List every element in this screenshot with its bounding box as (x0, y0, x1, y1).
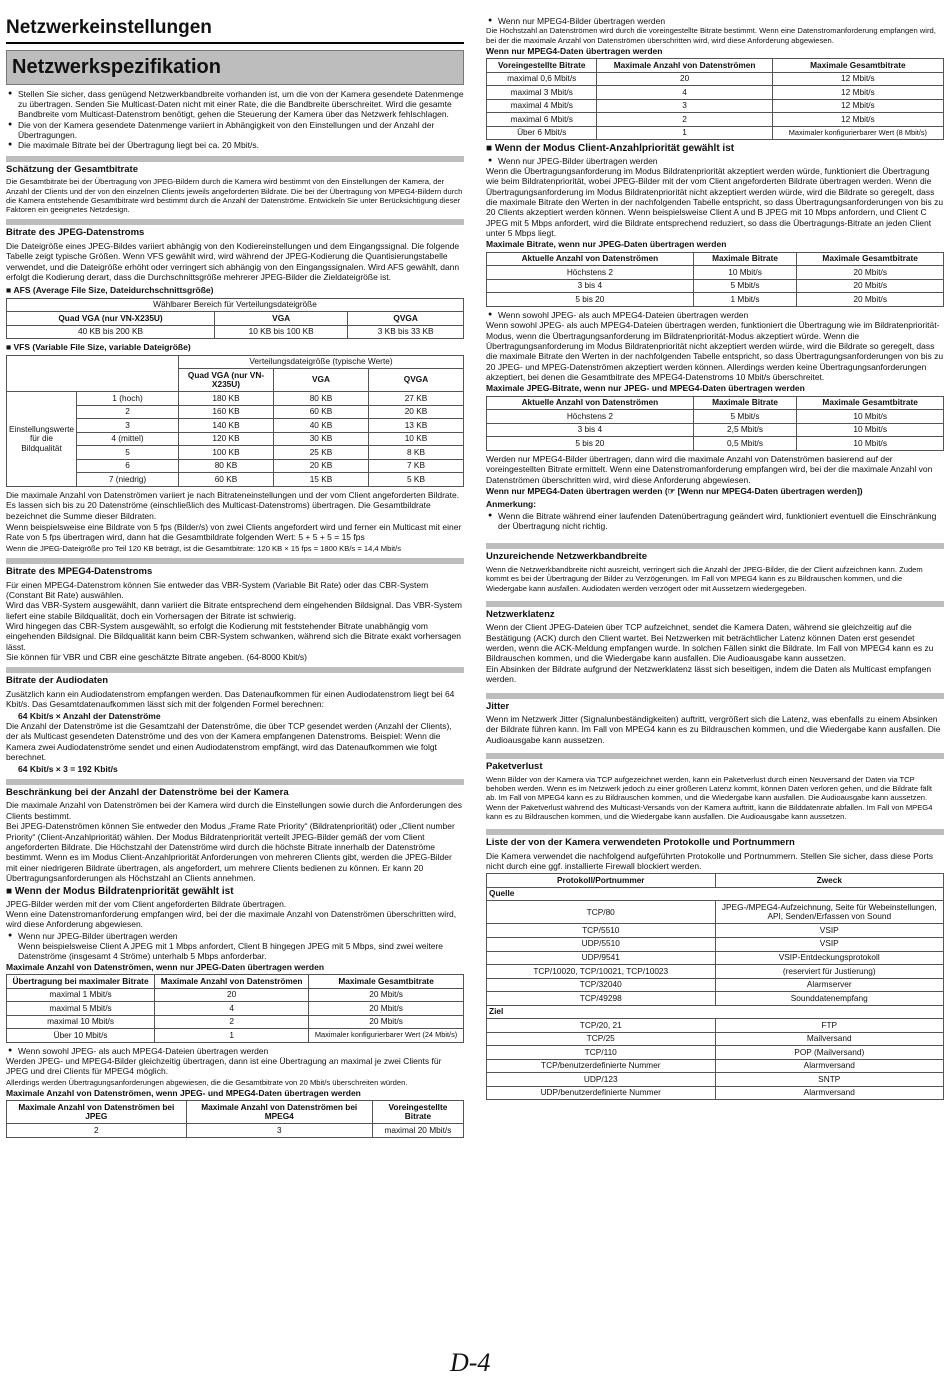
table-cell: 12 Mbit/s (772, 86, 943, 100)
vfs-heading: ■ VFS (Variable File Size, variable Dateigröße) (6, 342, 464, 352)
heading-framerate-priority: ■ Wenn der Modus Bildratenpriorität gewählt ist (6, 886, 464, 898)
table-cell: 10 Mbit/s (797, 423, 944, 437)
table-cell: Mailversand (715, 1032, 944, 1046)
framerate-text: JPEG-Bilder werden mit der vom Client angeforderten Bildrate übertragen. Wenn eine Datenstromanforderung empfangen wird, bei der die maximale Anzahl von Datenströmen überschritten wird, wird diese Anforderung abgewiesen. (6, 898, 457, 930)
intro-bullet: ● Stellen Sie sicher, dass genügend Netzwerkbandbreite vorhanden ist, um die von der Kamera gesendete Datenmenge zu übertragen. Senden Sie Multicast-Daten nicht mit einer Rate, die die Bandbreite überschreitet. Wird die gesamte Bandbreite vom Multicast-Datenstrom benötigt, gehen die Steuerung der Kamera über das Netzwerk fehlschlagen. (6, 89, 464, 120)
table-cell: maximal 6 Mbit/s (487, 113, 597, 127)
table-row (487, 992, 944, 1006)
table-cell: TCP/110 (487, 1046, 716, 1060)
framerate-bullet: ● Wenn nur JPEG-Bilder übertragen werden (6, 931, 464, 941)
table-row (7, 1002, 464, 1016)
heading-latency: Netzwerklatenz (486, 601, 944, 621)
table-cell: UDP/9541 (487, 951, 716, 965)
table-row (487, 901, 944, 924)
intro-bullet: ● Die von der Kamera gesendete Datenmenge variiert in Abhängigkeit von den Einstellungen und der Anzahl der Übertragungen. (6, 120, 464, 141)
afs-header: QVGA (348, 312, 464, 326)
table-row (487, 113, 944, 127)
table-cell: Höchstens 2 (487, 410, 694, 424)
table-cell: 20 Mbit/s (309, 1002, 464, 1016)
table-cell: JPEG-/MPEG4-Aufzeichnung, Seite für Webeinstellungen, API, Senden/Erfassen von Sound (715, 901, 944, 924)
table-cell: 27 KB (369, 392, 464, 406)
table-cell: 160 KB (179, 405, 274, 419)
table-cell: TCP/32040 (487, 978, 716, 992)
table-cell: maximal 3 Mbit/s (487, 86, 597, 100)
note-text: ● Wenn die Bitrate während einer laufenden Datenübertragung geändert wird, funktioniert eventuell die Einschränkung der Übertragung nicht richtig. (486, 511, 944, 532)
heading-ports: Liste der von der Kamera verwendeten Protokolle und Portnummern (486, 829, 944, 849)
vfs-caption: Verteilungsdateigröße (typische Werte) (179, 355, 464, 369)
table-cell: 30 KB (274, 432, 369, 446)
afs-caption: Wählbarer Bereich für Verteilungsdateigröße (7, 298, 464, 312)
audio-text-2: Die Anzahl der Datenströme ist die Gesamtzahl der Datenströme, die über TCP gesendet werden (Anzahl der Clients), der als Multicast gesendeten Datenströme und des von der Kamera empfangenen Datenstroms. Beispiel: Wenn die Kamera zwei Audiodatenströme sendet und einen Audiodatenstrom empfängt, wird das Datenaufkommen wie folgt berechnet. (6, 721, 452, 763)
table-row (487, 279, 944, 293)
table-cell: 5 Mbit/s (693, 410, 797, 424)
table-header: Protokoll/Portnummer (487, 874, 716, 888)
afs-value: 3 KB bis 33 KB (348, 325, 464, 339)
intro-bullet: ● Die maximale Bitrate bei der Übertragung liegt bei ca. 20 Mbit/s. (6, 140, 464, 150)
table-header: Maximale Bitrate (693, 396, 797, 410)
table-cell: 2,5 Mbit/s (693, 423, 797, 437)
table-row (7, 988, 464, 1002)
client-table1 (486, 252, 944, 307)
gesamt-text: Die Gesamtbitrate bei der Übertragung von JPEG-Bildern durch die Kamera wird bestimmt von den Einstellungen der Kamera, der Anzahl der Clients und der von den einzelnen Clients jeweils angeforderten Bildrate. Die bei der Übertragung von MPEG4-Bildern durch die Kamera entstehende Gesamtbitrate wird bestimmt durch die Anzahl der Datenströme. Entwickeln Sie unter Berücksichtigung dieser Faktoren ein geeignetes Netzdesign. (6, 177, 463, 215)
table-cell: 12 Mbit/s (772, 72, 943, 86)
heading-audio: Bitrate der Audiodaten (6, 667, 464, 687)
heading-mpeg4: Bitrate des MPEG4-Datenstroms (6, 558, 464, 578)
table-cell: 12 Mbit/s (772, 99, 943, 113)
table-cell: 5 (77, 446, 179, 460)
table-cell: 3 (77, 419, 179, 433)
table-cell: (reserviert für Justierung) (715, 965, 944, 979)
table-cell: SNTP (715, 1073, 944, 1087)
mpeg4-text: Für einen MPEG4-Datenstrom können Sie entweder das VBR-System (Variable Bit Rate) oder das CBR-System (Constant Bit Rate) auswählen. Wird das VBR-System ausgewählt, dann variiert die Bitrate entsprechend dem eingehenden Bildsignal. Das VBR-System liefert eine stabile Bildqualität, doch ein Vorhersagen der Bitrate ist schwierig. Wird hingegen das CBR-System ausgewählt, so erfolgt die Kodierung mit feststehender Bitrate unabhängig vom eingehenden Bildsignal. Die Bildqualität kann beim CBR-System schwanken, während sich die Bitrate exakt vorhersagen lässt. Sie können für VBR und CBR eine geschätzte Bitrate angeben. (64-8000 Kbit/s) (6, 579, 462, 663)
table-row (487, 924, 944, 938)
table-row (7, 1015, 464, 1029)
ports-dest-label: Ziel (487, 1005, 944, 1019)
table-cell: 20 Mbit/s (309, 1015, 464, 1029)
table-row (487, 1046, 944, 1060)
table-header: Aktuelle Anzahl von Datenströmen (487, 396, 694, 410)
table-cell: maximal 4 Mbit/s (487, 99, 597, 113)
framerate-table2 (6, 1100, 464, 1138)
framerate-table2-caption: Maximale Anzahl von Datenströmen, wenn JPEG- und MPEG4-Daten übertragen werden (6, 1088, 361, 1099)
table-row (487, 1059, 944, 1073)
table-row (487, 86, 944, 100)
table-header: Übertragung bei maximaler Bitrate (7, 975, 155, 989)
table-header: Voreingestellte Bitrate (487, 59, 597, 73)
table-row (487, 1019, 944, 1033)
table-cell: TCP/49298 (487, 992, 716, 1006)
table-cell: 0,5 Mbit/s (693, 437, 797, 451)
table-cell: UDP/5510 (487, 937, 716, 951)
table-cell: 80 KB (179, 459, 274, 473)
table-cell: 80 KB (274, 392, 369, 406)
table-cell: Über 10 Mbit/s (7, 1029, 155, 1043)
afs-value: 10 KB bis 100 KB (215, 325, 348, 339)
table-cell: 15 KB (274, 473, 369, 487)
table-cell: VSIP (715, 924, 944, 938)
vfs-table (6, 355, 464, 487)
limit-text: Die maximale Anzahl von Datenströmen bei der Kamera wird durch die Einstellungen sowie durch die Anforderungen des Clients bestimmt. Bei JPEG-Datenströmen können Sie entweder den Modus „Frame Rate Priority“ (Bildratenpriorität) oder „Client number Priority“ (Client-Anzahlpriorität) wählen. Der Modus Bildratenpriorität verteilt JPEG-Bilder gemäß der vom Client angeforderten Bildrate. Die Höchstzahl der Datenströme wird durch die höchste Bitrate innerhalb der Datenströme bestimmt. Wenn es im Modus Client-Anzahlpriorität Anforderungen von mehreren Clients gibt, werden die JPEG-Bilder mit einer niedrigeren Bildrate übertragen, als angefordert, um mehrere Clients bedienen zu können. Er kann 20 Übertragungsanforderungen als Höchstzahl an Clients annehmen. (6, 800, 462, 883)
table-cell: 140 KB (179, 419, 274, 433)
ports-text: Die Kamera verwendet die nachfolgend aufgeführten Protokolle und Portnummern. Stellen Sie sicher, dass diese Ports nicht durch eine ggf. installierte Firewall blockiert werden. (486, 850, 933, 871)
mpeg4-only-table (486, 58, 944, 140)
page-title: Netzwerkeinstellungen (6, 16, 464, 44)
table-cell: 6 (77, 459, 179, 473)
table-row (487, 437, 944, 451)
table-cell: VSIP (715, 937, 944, 951)
heading-bandwidth: Unzureichende Netzwerkbandbreite (486, 543, 944, 563)
heading-jitter: Jitter (486, 693, 944, 713)
left-column (6, 6, 464, 1141)
latency-text: Wenn der Client JPEG-Dateien über TCP aufzeichnet, sendet die Kamera Daten, während sie gleichzeitig auf die Bestätigung (ACK) durch den Client wartet. Bei Netzwerken mit beträchtlicher Latenz können Daten erst gesendet werden, wenn die ACK-Meldung empfangen wurde. In solchen Fällen sinkt die Bildrate. Im Fall von MPEG4 kann es zu Bildrauschen kommen, und die Wiedergabe kann ausfallen. Die Audioausgabe kann aussetzen. Ein Absinken der Bildrate aufgrund der Netzwerklatenz lässt sich beseitigen, indem die Daten als Multicast empfangen werden. (486, 622, 934, 685)
table-cell: Alarmversand (715, 1086, 944, 1100)
table-cell: 2 (7, 1124, 187, 1138)
table-cell: 5 KB (369, 473, 464, 487)
reference-icon: ☞ (667, 486, 676, 497)
heading-client-priority: ■ Wenn der Modus Client-Anzahlpriorität gewählt ist (486, 143, 944, 155)
client-reference-link[interactable]: [Wenn nur MPEG4-Daten übertragen werden]) (677, 486, 863, 497)
table-cell: 2 (597, 113, 772, 127)
vfs-row-label: Einstellungswerte für die Bildqualität (7, 392, 77, 487)
table-cell: 20 Mbit/s (797, 266, 944, 280)
table-cell: TCP/80 (487, 901, 716, 924)
table-row (487, 99, 944, 113)
table-row (487, 1032, 944, 1046)
table-cell: 7 KB (369, 459, 464, 473)
table-cell: 180 KB (179, 392, 274, 406)
table-cell: Sounddatenempfang (715, 992, 944, 1006)
jpeg-after-text: Die maximale Anzahl von Datenströmen variiert je nach Bitrateneinstellungen und der vom Client angeforderten Bildrate. Es lassen sich bis zu 20 Datenströme (einschließlich des Multicast-Datenstroms) übertragen. Die Gesamtbildrate bezeichnet die Summe dieser Bildraten. (6, 489, 460, 521)
table-cell: TCP/20, 21 (487, 1019, 716, 1033)
table-cell: 8 KB (369, 446, 464, 460)
client-bullet-text: Wenn sowohl JPEG- als auch MPEG4-Dateien übertragen werden, funktioniert die Übertragung wie im Bildratenpriorität-Modus, wenn die Übertragungsanforderung im Bildratenpriorität-Modus akzeptiert würde. Wenn die Übertragungsanforderung im Modus Bildratenpriorität nicht akzeptiert werden würde, wird die Bildrate so geregelt, dass die maximale Bitrate den Werten in der nachfolgenden Tabelle entspricht, so dass Übertragungsanforderungen von bis zu 20 JPEG- und MPEG-Datenströmen akzeptiert werden können. Allerdings werden keine Übertragungsanforderungen akzeptiert, bei denen die Gesamtbitrate des MPEG4-Datenstroms 10 Mbit/s überschreitet. (486, 320, 944, 383)
table-header: Maximale Anzahl von Datenströmen (155, 975, 309, 989)
table-cell: 12 Mbit/s (772, 113, 943, 127)
table-cell: 5 bis 20 (487, 293, 694, 307)
table-row (487, 410, 944, 424)
section-title: Netzwerkspezifikation (6, 50, 464, 84)
client-reference (486, 486, 944, 496)
table-header: Maximale Gesamtbitrate (772, 59, 943, 73)
table-cell: 20 (597, 72, 772, 86)
table-cell: Höchstens 2 (487, 266, 694, 280)
table-cell: 1 Mbit/s (693, 293, 797, 307)
table-cell: 20 Mbit/s (797, 293, 944, 307)
table-cell: 40 KB (274, 419, 369, 433)
framerate-table1 (6, 974, 464, 1043)
right-column (486, 6, 944, 1103)
table-cell: Maximaler konfigurierbarer Wert (24 Mbit/s) (309, 1029, 464, 1043)
audio-formula: 64 Kbit/s × Anzahl der Datenströme (18, 710, 161, 721)
afs-header: VGA (215, 312, 348, 326)
table-cell: TCP/benutzerdefinierte Nummer (487, 1059, 716, 1073)
vfs-header: VGA (274, 369, 369, 392)
table-cell: 60 KB (179, 473, 274, 487)
table-cell: 10 Mbit/s (797, 437, 944, 451)
table-header: Voreingestellte Bitrate (372, 1101, 463, 1124)
bandwidth-text: Wenn die Netzwerkbandbreite nicht ausreicht, verringert sich die Anzahl der JPEG-Bilder, die der Client aufzeichnen kann. Zudem kommt es bei der Übertragung der Bilder zu Verzögerungen. Im Fall von MPEG4 kann es zu Bildrauschen kommen, und die Wiedergabe kann ausfallen. Audiodaten werden verzögert oder mit Aussetzern wiedergegeben. (486, 565, 923, 593)
table-cell: 1 (hoch) (77, 392, 179, 406)
table-cell: 13 KB (369, 419, 464, 433)
client-after-text: Werden nur MPEG4-Bilder übertragen, dann wird die maximale Anzahl von Datenströmen basierend auf der voreingestellten Bitrate ermittelt. Wenn eine Datenstromanforderung empfangen wird, bei der die maximale Anzahl von Datenströmen überschritten wird, wird diese Anforderung abgewiesen. (486, 453, 933, 485)
client-table2 (486, 396, 944, 451)
afs-table (6, 298, 464, 340)
heading-packet-loss: Paketverlust (486, 753, 944, 773)
table-cell: 4 (155, 1002, 309, 1016)
table-cell: 20 KB (274, 459, 369, 473)
vfs-header: Quad VGA (nur VN-X235U) (179, 369, 274, 392)
table-cell: Maximaler konfigurierbarer Wert (8 Mbit/s) (772, 126, 943, 140)
jpeg-example: Wenn beispielsweise eine Bildrate von 5 fps (Bilder/s) von zwei Clients angefordert wird und ferner ein Multicast mit einer Rate von 5 fps übertragen wird, dann hat die Gesamtbildrate folgenden Wert: 5 + 5 + 5 = 15 fps (6, 522, 462, 543)
heading-jpeg: Bitrate des JPEG-Datenstroms (6, 219, 464, 239)
jitter-text: Wenn im Netzwerk Jitter (Signalunbeständigkeiten) auftritt, vergrößert sich die Latenz, was ebenfalls zu einem Absinken der Bildrate führen kann. Im Fall von MPEG4 kann es zu Bildrauschen kommen, und die Wiedergabe kann ausfallen. Die Audioausgabe kann aussetzen. (486, 714, 941, 745)
table-cell: 2 (77, 405, 179, 419)
table-cell: 4 (597, 86, 772, 100)
table-cell: TCP/10020, TCP/10021, TCP/10023 (487, 965, 716, 979)
table-cell: 20 Mbit/s (309, 988, 464, 1002)
table-cell: maximal 0,6 Mbit/s (487, 72, 597, 86)
afs-value: 40 KB bis 200 KB (7, 325, 215, 339)
table-header: Maximale Anzahl von Datenströmen bei MPEG4 (186, 1101, 372, 1124)
table-row (487, 423, 944, 437)
table-row (487, 293, 944, 307)
framerate-bullet-text: Werden JPEG- und MPEG4-Bilder gleichzeitig übertragen, dann ist eine Übertragung an maximal je zwei Clients für JPEG und drei Clients für MPEG4 möglich. (6, 1056, 442, 1077)
table-header: Maximale Anzahl von Datenströmen bei JPEG (7, 1101, 187, 1124)
table-cell: 3 bis 4 (487, 423, 694, 437)
client-reference-text: Wenn nur MPEG4-Daten übertragen werden ( (486, 486, 668, 497)
framerate-table1-caption: Maximale Anzahl von Datenströmen, wenn nur JPEG-Daten übertragen werden (6, 961, 325, 972)
table-cell: 20 Mbit/s (797, 279, 944, 293)
table-row (487, 937, 944, 951)
table-cell: 2 (155, 1015, 309, 1029)
table-row (487, 965, 944, 979)
table-cell: VSIP-Entdeckungsprotokoll (715, 951, 944, 965)
table-cell: Alarmversand (715, 1059, 944, 1073)
packet-text: Wenn Bilder von der Kamera via TCP aufgezeichnet werden, kann ein Paketverlust durch einen Neuversand der Daten via TCP behoben werden. Wenn es im Netzwerk jedoch zu einer größeren Latenz kommt, können Daten verloren gehen, und die Bildrate fällt ab. Im Fall von MPEG4 kann es zu Bildrauschen kommen, und die Wiedergabe kann ausfallen. Die Audioausgabe kann aussetzen. Wenn der Paketverlust während des Multicast-Versands von der Kamera auftritt, kann die Bilddatenrate abfallen. Im Fall von MPEG4 kann es zu Bildrauschen kommen, und die Wiedergabe kann ausfallen. Die Audioausgabe kann aussetzen. (486, 774, 933, 821)
table-cell: 25 KB (274, 446, 369, 460)
framerate-bullet-text: Wenn beispielsweise Client A JPEG mit 1 Mbps anfordert, Client B hingegen JPEG mit 5 Mbps, sind zwei weitere Datenströme (insgesamt 4 Ströme) unterhalb 5 Mbps anforderbar. (18, 940, 444, 962)
ports-table (486, 873, 944, 1100)
client-bullet: ● Wenn sowohl JPEG- als auch MPEG4-Dateien übertragen werden (486, 310, 944, 320)
table-cell: FTP (715, 1019, 944, 1033)
table-cell: 1 (155, 1029, 309, 1043)
table-cell: 100 KB (179, 446, 274, 460)
table-header: Aktuelle Anzahl von Datenströmen (487, 252, 694, 266)
table-cell: 10 Mbit/s (797, 410, 944, 424)
table-header: Zweck (715, 874, 944, 888)
table-header: Maximale Bitrate (693, 252, 797, 266)
audio-formula-example: 64 Kbit/s × 3 = 192 Kbit/s (18, 763, 118, 774)
table-cell: maximal 1 Mbit/s (7, 988, 155, 1002)
table-row (7, 1029, 464, 1043)
table-cell: UDP/123 (487, 1073, 716, 1087)
mpeg4-only-caption: Wenn nur MPEG4-Daten übertragen werden (486, 45, 663, 56)
framerate-bullet-small: Allerdings werden Übertragungsanforderungen abgewiesen, die die Gesamtbitrate von 20 Mbit/s überschreiten würden. (6, 1077, 408, 1087)
heading-gesamtbitrate: Schätzung der Gesamtbitrate (6, 156, 464, 176)
table-row (487, 1086, 944, 1100)
table-cell: TCP/5510 (487, 924, 716, 938)
table-header: Maximale Gesamtbitrate (309, 975, 464, 989)
vfs-empty-cell (7, 355, 179, 392)
table-cell: 5 Mbit/s (693, 279, 797, 293)
vfs-header: QVGA (369, 369, 464, 392)
ports-source-label: Quelle (487, 887, 944, 901)
table-cell: 7 (niedrig) (77, 473, 179, 487)
table-cell: maximal 5 Mbit/s (7, 1002, 155, 1016)
table-cell: 10 KB (369, 432, 464, 446)
table-cell: 20 KB (369, 405, 464, 419)
jpeg-example-calc: Wenn die JPEG-Dateigröße pro Teil 120 KB beträgt, ist die Gesamtbitrate: 120 KB × 15 fps = 1800 KB/s = 14,4 Mbit/s (6, 543, 402, 553)
mpeg4-only-text: Die Höchstzahl an Datenströmen wird durch die voreingestellte Bitrate bestimmt. Wenn eine Datenstromanforderung empfangen wird, bei der die maximale Anzahl von Datenströmen überschritten wird, wird diese Anforderung abgewiesen. (486, 26, 936, 45)
table-cell: 5 bis 20 (487, 437, 694, 451)
table-cell: 60 KB (274, 405, 369, 419)
table-cell: 4 (mittel) (77, 432, 179, 446)
table-header: Maximale Gesamtbitrate (797, 252, 944, 266)
table-row (487, 978, 944, 992)
afs-heading: ■ AFS (Average File Size, Dateidurchschnittsgröße) (6, 285, 464, 295)
table-header: Maximale Gesamtbitrate (797, 396, 944, 410)
mpeg4-only-bullet: ● Wenn nur MPEG4-Bilder übertragen werden (486, 16, 944, 26)
page-number: D-4 (450, 1348, 491, 1377)
table-cell: 20 (155, 988, 309, 1002)
audio-text: Zusätzlich kann ein Audiodatenstrom empfangen werden. Das Datenaufkommen für einen Audiodatenstrom liegt bei 64 Kbit/s. Das Gesamtdatenaufkommen lässt sich mit der folgenden Formel berechnen: (6, 689, 455, 710)
heading-limit: Beschränkung bei der Anzahl der Datenströme bei der Kamera (6, 779, 464, 799)
table-cell: 3 (597, 99, 772, 113)
client-bullet-text: Wenn die Übertragungsanforderung im Modus Bildratenpriorität akzeptiert werden würde, funktioniert die Übertragung wie beim Bildratenpriorität, wobei JPEG-Bilder mit der vom Client angeforderten Bildrate übertragen werden. Wenn die Übertragungsanforderung im Modus Bildratenpriorität nicht akzeptiert werden würde, wird die Bildrate so geregelt, dass die maximale Bitrate den Werten in der nachfolgenden Tabelle entspricht, so dass Übertragungsanforderungen von bis zu 20 Clients akzeptiert werden können. Wenn beispielsweise Client A und B JPEG mit 10 Mbps anfordern, und Client C JPEG mit 5 Mbps anfordert, wird die Bildrate entsprechend reduziert, so dass die Übertragungs-Bitrate an jeden Client unter 5 Mbps liegt. (486, 165, 944, 239)
table-cell: 10 Mbit/s (693, 266, 797, 280)
table-row (487, 72, 944, 86)
note-title: Anmerkung: (486, 499, 537, 510)
table-header: Maximale Anzahl von Datenströmen (597, 59, 772, 73)
table-cell: maximal 20 Mbit/s (372, 1124, 463, 1138)
table-cell: 1 (597, 126, 772, 140)
client-table1-caption: Maximale Bitrate, wenn nur JPEG-Daten übertragen werden (486, 239, 727, 250)
framerate-bullet: ● Wenn sowohl JPEG- als auch MPEG4-Dateien übertragen werden (6, 1046, 464, 1056)
table-row (487, 266, 944, 280)
client-bullet: ● Wenn nur JPEG-Bilder übertragen werden (486, 156, 944, 166)
client-table2-caption: Maximale JPEG-Bitrate, wenn nur JPEG- und MPEG4-Daten übertragen werden (486, 383, 805, 394)
table-cell: TCP/25 (487, 1032, 716, 1046)
table-cell: 3 (186, 1124, 372, 1138)
table-cell: Alarmserver (715, 978, 944, 992)
jpeg-text: Die Dateigröße eines JPEG-Bildes variiert abhängig von den Kodiereinstellungen und dem Eingangssignal. Die folgende Tabelle zeigt typische Größen. Wenn VFS gewählt wird, wird während der JPEG-Kodierung die Quantisierungstabelle verwendet, und die Dateigröße erhöht oder verringert sich abhängig von den Eingangssignalen. Wird AFS gewählt, dann erfolgt die Kodierung derart, dass die Durchschnittsgröße mehrerer JPEG-Bilder die Zieldateigröße ist. (6, 240, 460, 282)
table-cell: POP (Mailversand) (715, 1046, 944, 1060)
table-cell: 3 bis 4 (487, 279, 694, 293)
table-row (7, 1124, 464, 1138)
table-cell: maximal 10 Mbit/s (7, 1015, 155, 1029)
table-row (487, 1073, 944, 1087)
afs-header: Quad VGA (nur VN-X235U) (7, 312, 215, 326)
table-cell: Über 6 Mbit/s (487, 126, 597, 140)
table-row (7, 392, 464, 406)
table-cell: 120 KB (179, 432, 274, 446)
table-row (487, 126, 944, 140)
table-cell: UDP/benutzerdefinierte Nummer (487, 1086, 716, 1100)
table-row (487, 951, 944, 965)
